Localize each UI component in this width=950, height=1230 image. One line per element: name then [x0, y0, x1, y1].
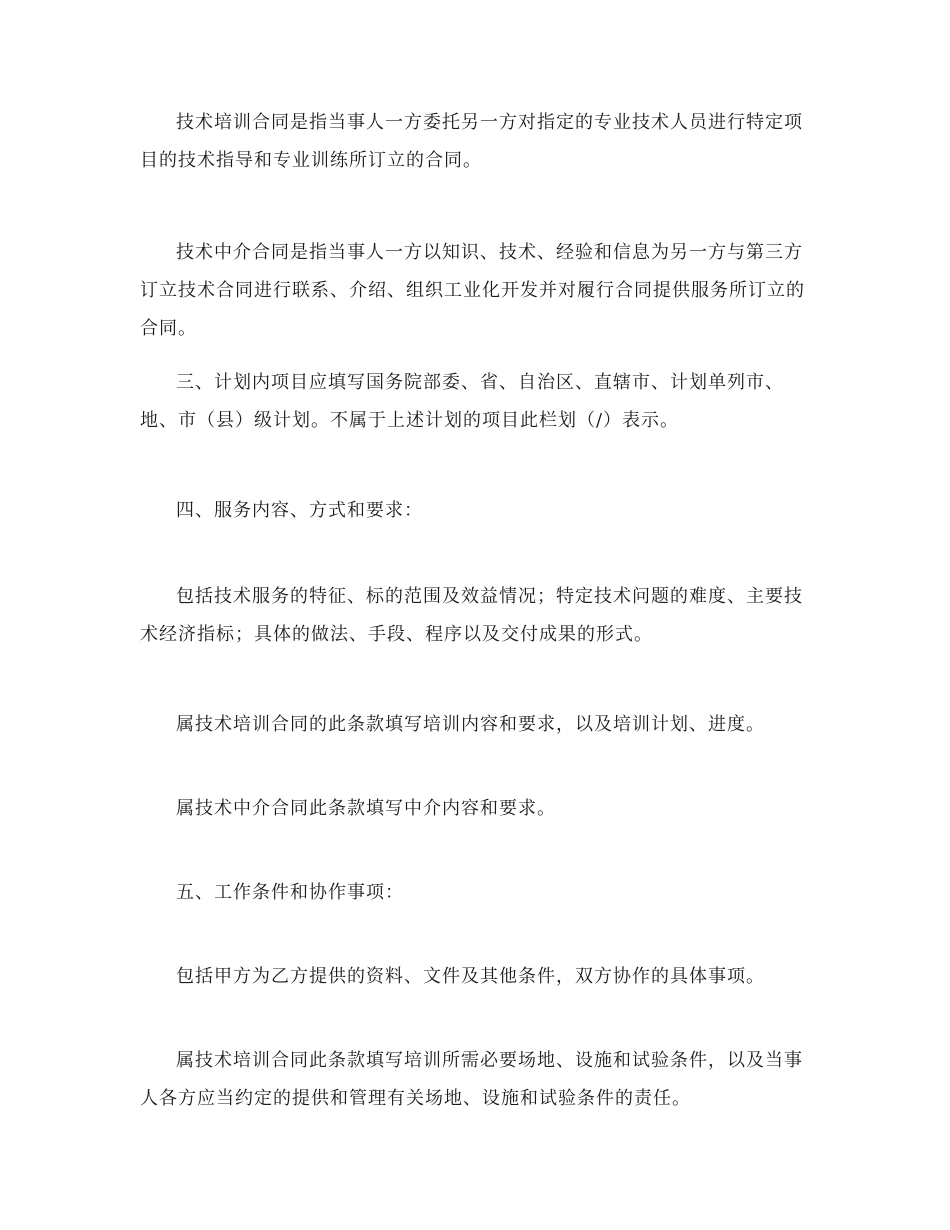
heading-section-four: 四、服务内容、方式和要求：: [176, 500, 423, 521]
paragraph-technical-intermediary-contract: 技术中介合同是指当事人一方以知识、技术、经验和信息为另一方与第三方订立技术合同进行联系、介绍、组织工业化开发并对履行合同提供服务所订立的合同。: [140, 242, 805, 339]
paragraph-service-content: 包括技术服务的特征、标的范围及效益情况；特定技术问题的难度、主要技术经济指标；具体的做法、手段、程序以及交付成果的形式。: [140, 586, 803, 645]
paragraph-section-three-plan: 三、计划内项目应填写国务院部委、省、自治区、直辖市、计划单列市、地、市（县）级计划。不属于上述计划的项目此栏划（/）表示。: [140, 372, 784, 431]
paragraph-work-conditions: 包括甲方为乙方提供的资料、文件及其他条件，双方协作的具体事项。: [176, 966, 765, 987]
paragraph-technical-training-contract: 技术培训合同是指当事人一方委托另一方对指定的专业技术人员进行特定项目的技术指导和专业训练所订立的合同。: [140, 112, 803, 171]
paragraph-training-content: 属技术培训合同的此条款填写培训内容和要求，以及培训计划、进度。: [176, 714, 765, 735]
paragraph-intermediary-content: 属技术中介合同此条款填写中介内容和要求。: [176, 798, 556, 819]
heading-section-five: 五、工作条件和协作事项：: [176, 882, 404, 903]
paragraph-training-facilities: 属技术培训合同此条款填写培训所需必要场地、设施和试验条件，以及当事人各方应当约定的提供和管理有关场地、设施和试验条件的责任。: [140, 1050, 803, 1109]
